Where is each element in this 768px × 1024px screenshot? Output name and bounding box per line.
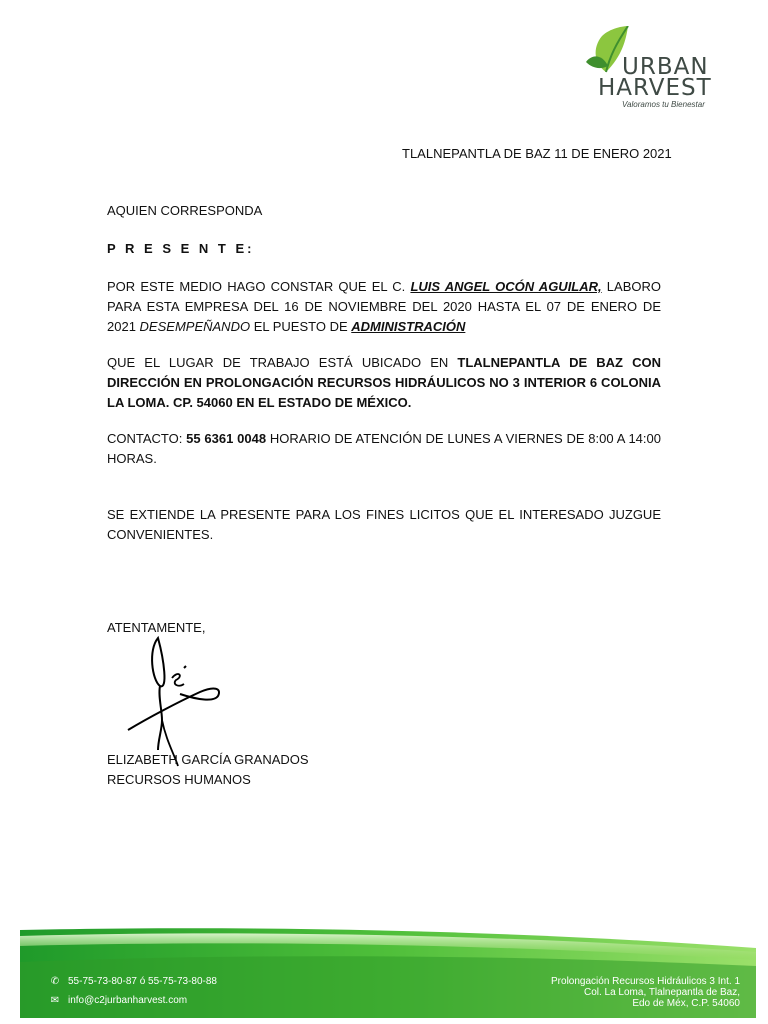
footer-address-line2: Col. La Loma, Tlalnepantla de Baz, [583, 987, 740, 998]
phone-icon: ✆ [50, 976, 60, 987]
presente-label: P R E S E N T E: [107, 241, 255, 256]
paragraph-employment [107, 277, 661, 337]
p1-text-a: POR ESTE MEDIO HAGO CONSTAR QUE EL C. [107, 279, 406, 294]
footer-address-line1: Prolongación Recursos Hidráulicos 3 Int. 1 [551, 976, 740, 987]
p2-text-a: QUE EL LUGAR DE TRABAJO ESTÁ UBICADO EN [107, 355, 449, 370]
closing: ATENTAMENTE, [107, 620, 206, 635]
signer-name: ELIZABETH GARCÍA GRANADOS [107, 752, 309, 767]
footer-phone-line [48, 976, 217, 987]
logo-tagline: Valoramos tu Bienestar [622, 100, 705, 109]
paragraph-contact [107, 429, 661, 469]
paragraph-purpose: SE EXTIENDE LA PRESENTE PARA LOS FINES LICITOS QUE EL INTERESADO JUZGUE CONVENIENTES. [107, 507, 661, 542]
letter-date: TLALNEPANTLA DE BAZ 11 DE ENERO 2021 [402, 146, 672, 161]
employee-name: LUIS ANGEL OCÓN AGUILAR, [410, 279, 602, 294]
paragraph-location [107, 353, 661, 413]
p1-text-b: LABORO PARA ESTA EMPRESA DEL 16 DE NOVIEMBRE DEL 2020 HASTA EL 07 DE ENERO DE 2021 [107, 279, 661, 334]
footer-banner [20, 922, 756, 1018]
footer-email-line [48, 995, 187, 1006]
p1-text-c: DESEMPEÑANDO [139, 319, 251, 334]
p3-text-a: CONTACTO: [107, 431, 183, 446]
contact-phone: 55 6361 0048 [186, 431, 267, 446]
p1-text-d: EL PUESTO DE [253, 319, 348, 334]
recipient: AQUIEN CORRESPONDA [107, 203, 263, 218]
salutation [107, 239, 661, 259]
footer-address-line3: Edo de Méx, C.P. 54060 [632, 998, 740, 1009]
signer-department: RECURSOS HUMANOS [107, 772, 251, 787]
employee-role: ADMINISTRACIÓN [351, 319, 466, 334]
footer-address [551, 976, 740, 1009]
p3-text-b: HORARIO DE ATENCIÓN DE LUNES A VIERNES DE 8:00 A 14:00 HORAS. [107, 431, 661, 466]
handwritten-signature [118, 630, 238, 770]
work-address: TLALNEPANTLA DE BAZ CON DIRECCIÓN EN PROLONGACIÓN RECURSOS HIDRÁULICOS NO 3 INTERIOR 6 COLONIA LA LOMA. CP. 54060 EN EL ESTADO DE MÉXICO. [107, 355, 661, 410]
email-icon: ✉ [50, 995, 60, 1006]
logo-word-harvest: HARVEST [598, 75, 712, 101]
footer-phone: 55-75-73-80-87 ó 55-75-73-80-88 [68, 976, 217, 987]
footer-email[interactable]: info@c2jurbanharvest.com [68, 995, 188, 1006]
logo-word-urban: URBAN [622, 54, 709, 80]
company-logo [584, 26, 724, 112]
